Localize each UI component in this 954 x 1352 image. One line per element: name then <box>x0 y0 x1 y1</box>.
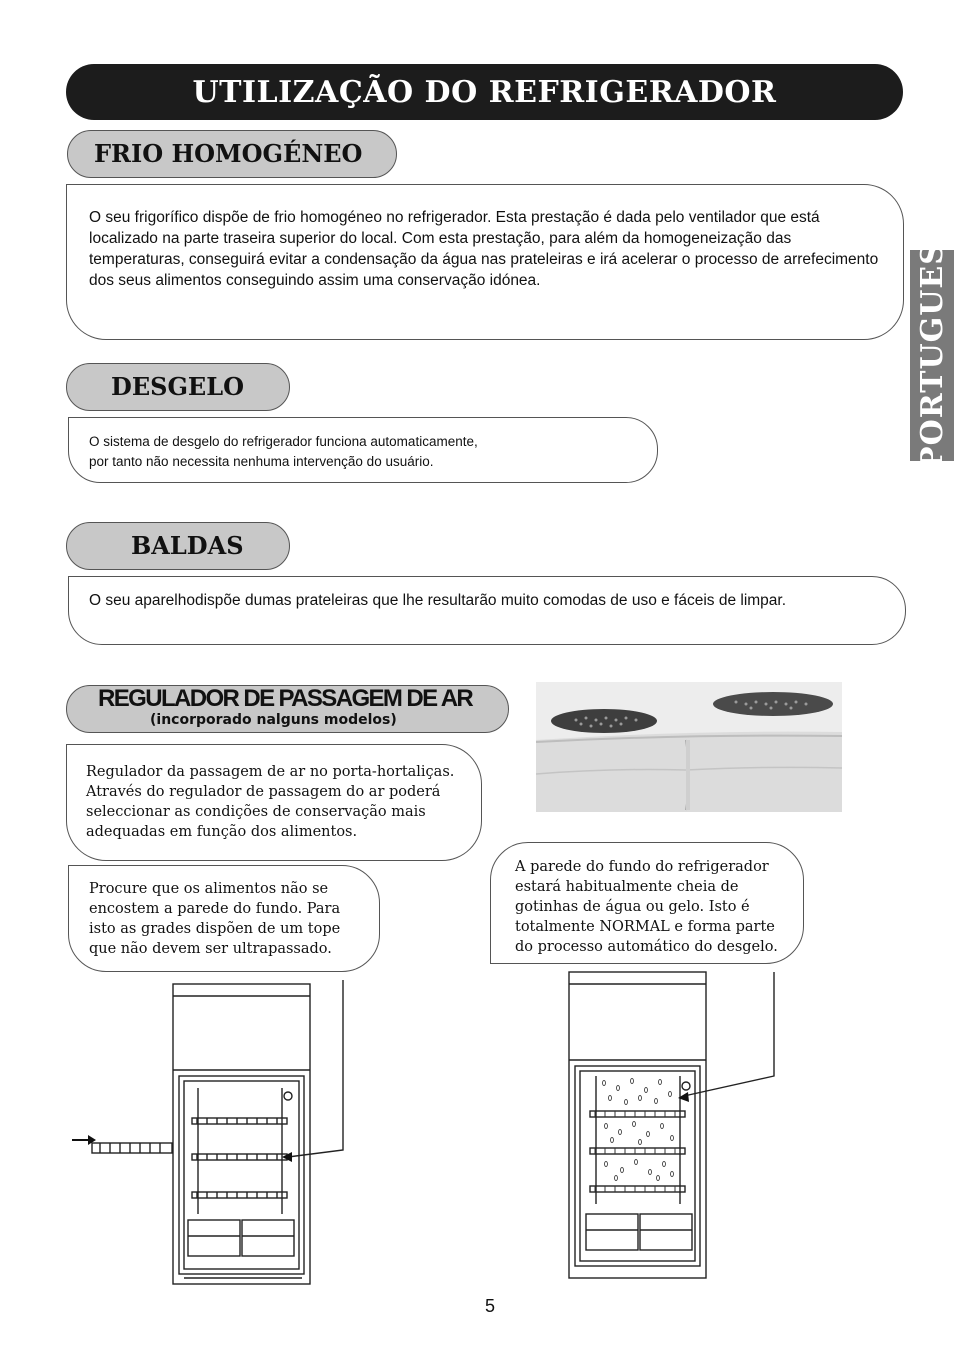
regulador-subheading: (incorporado nalguns modelos) <box>150 712 397 728</box>
baldas-text: O seu aparelhodispõe dumas prateleiras que lhe resultarão muito comodas de uso e fáceis de limpar. <box>89 592 787 609</box>
parede-text: A parede do fundo do refrigerador estará habitualmente cheia de gotinhas de água ou gelo. Isto é totalmente NORMAL e forma parte do processo automático do desgelo. <box>515 859 778 955</box>
refrigerator-shelves-illustration <box>70 978 360 1290</box>
frio-text: O seu frigorífico dispõe de frio homogéneo no refrigerador. Esta prestação é dada pelo ventilador que está localizado na parte traseira superior do local. Com esta prestação, para além da homogeneização das temperaturas, conseguirá evitar a condensação da água nas prateleiras e irá acelerar o processo de arrefecimento dos seus alimentos conseguindo assim uma conservação idónea. <box>89 209 879 289</box>
baldas-heading: BALDAS <box>66 522 290 570</box>
page-title: UTILIZAÇÃO DO REFRIGERADOR <box>66 64 903 120</box>
language-tab-label: PORTUGUES <box>914 242 950 469</box>
regulador-heading: REGULADOR DE PASSAGEM DE AR <box>98 685 473 712</box>
language-tab <box>910 242 954 469</box>
frio-heading: FRIO HOMOGÉNEO <box>67 130 397 178</box>
regulador-text: Regulador da passagem de ar no porta-hortaliças. Através do regulador de passagem do ar poderá seleccionar as condições de conservação mais adequadas em função dos alimentos. <box>86 764 455 840</box>
desgelo-text-line-2: por tanto não necessita nenhuma intervenção do usuário. <box>89 454 434 469</box>
desgelo-heading: DESGELO <box>66 363 290 411</box>
desgelo-text-line-1: O sistema de desgelo do refrigerador funciona automaticamente, <box>89 434 478 449</box>
page-number: 5 <box>484 1296 495 1316</box>
refrigerator-condensation-illustration <box>560 968 790 1284</box>
procure-text: Procure que os alimentos não se encostem a parede do fundo. Para isto as grades dispõen de um tope que não devem ser ultrapassado. <box>89 881 341 957</box>
air-regulator-photo <box>536 682 842 812</box>
